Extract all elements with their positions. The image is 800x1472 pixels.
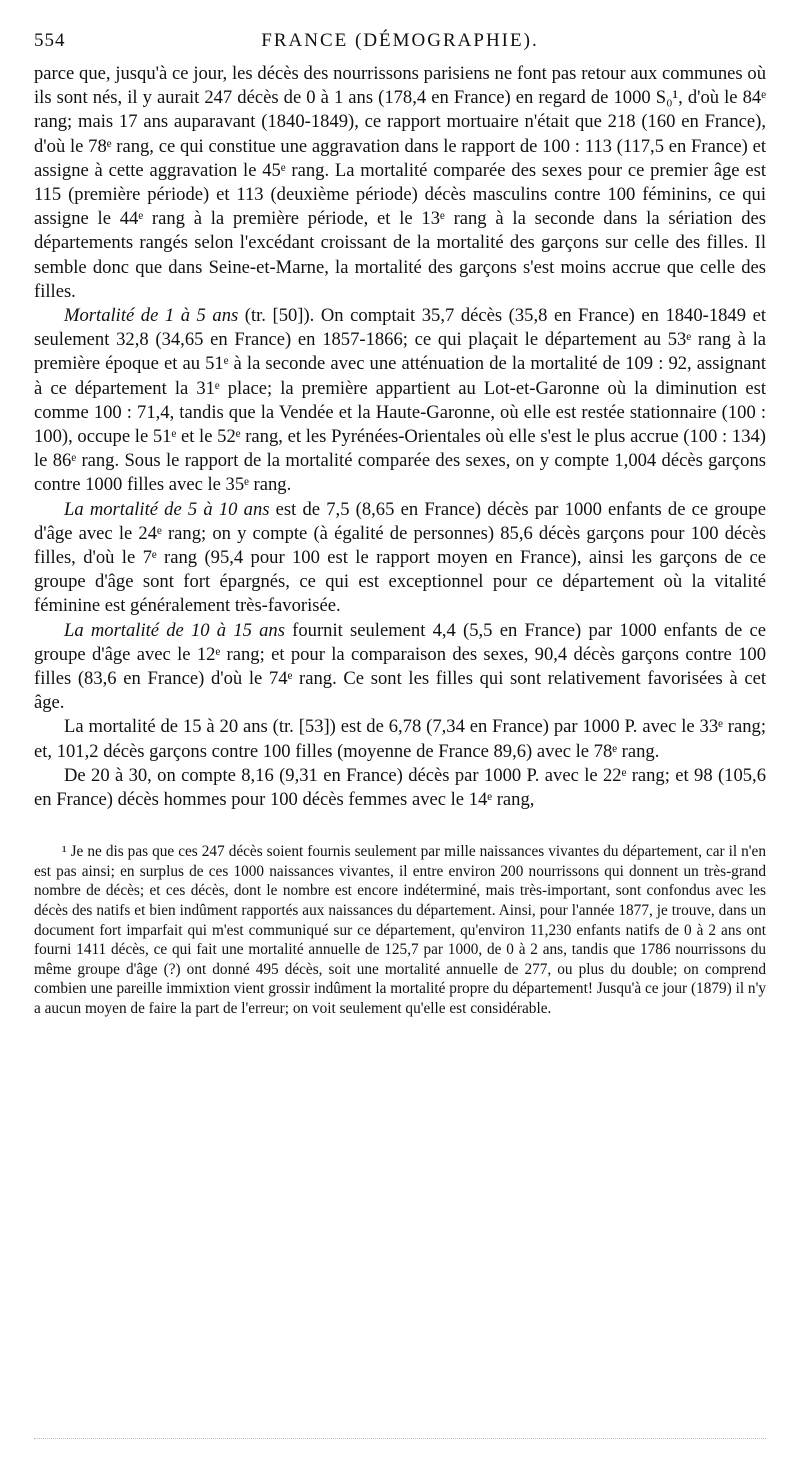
footer-divider [34,1438,766,1439]
section-ref-1-5: (tr. [50]). [244,305,315,327]
section-head-1-5: Mortalité de 1 à 5 ans [64,305,239,327]
footnote-1: ¹ Je ne dis pas que ces 247 décès soient fournis seulement par mille naissances vivantes du département, car il n'en est pas ainsi; en surplus de ces 1000 naissances vivantes, il entre environ 200 nourrissons qui donnent un très-grand nombre de décès; et ces décès, dont le nombre est encore indéterminé, mais très-important, sont confondus avec les décès des natifs et bien indûment rapportés aux naissances du département. Ainsi, pour l'année 1877, je trouve, dans un document fort imparfait qui m'est communiqué sur ce département, qu'environ 11,230 enfants natifs de 0 à 2 ans ont fourni 1411 décès, ce qui fait une mortalité annuelle de 125,7 par 1000, de 0 à 2 ans, tandis que 1786 nourrissons du même groupe d'âge (?) ont donné 495 décès, soit une mortalité annuelle de 277, ou plus du double; on comprend combien une pareille immixtion vient grossir indûment la mortalité propre du département! Jusqu'à ce jour (1879) il n'y a aucun moyen de faire la part de l'erreur; on voit seulement qu'elle est considérable. [34,843,766,1018]
running-header [34,22,766,62]
paragraph-mortality-10-15 [34,619,766,716]
document-page [34,22,766,1462]
paragraph-mortality-1-5 [34,304,766,498]
paragraph-text-5-10: est de 7,5 (8,65 en France) décès par 1000 enfants de ce groupe d'âge avec le 24ᵉ rang; on y compte (à égalité de personnes) 85,6 décès garçons pour 100 décès filles, d'où le 7ᵉ rang (95,4 pour 100 est le rapport moyen en France), ainsi les garçons de ce groupe d'âge sont fort épargnés, ce qui est exceptionnel pour ce département où la vitalité féminine est généralement très-favorisée. [34,498,766,617]
main-text [34,62,766,812]
paragraph-text-10-15: fournit seulement 4,4 (5,5 en France) par 1000 enfants de ce groupe d'âge avec le 12ᵉ rang; et pour la comparaison des sexes, 90,4 décès garçons contre 100 filles (83,6 en France) d'où le 74ᵉ rang. Ce sont les filles qui sont relativement favorisées à cet âge. [34,619,766,714]
section-head-5-10: La mortalité de 5 à 10 ans [64,498,270,520]
paragraph-mortality-20-30: De 20 à 30, on compte 8,16 (9,31 en France) décès par 1000 P. avec le 22ᵉ rang; et 98 (105,6 en France) décès hommes pour 100 décès femmes avec le 14ᵉ rang, [34,764,766,811]
running-title: FRANCE (DÉMOGRAPHIE). [261,30,539,51]
paragraph-text-1-5: On comptait 35,7 décès (35,8 en France) en 1840-1849 et seulement 32,8 (34,65 en France) en 1857-1866; ce qui plaçait le département au 53ᵉ rang à la première époque et au 51ᵉ à la seconde avec une atténuation de la mortalité de 109 : 92, assignant à ce département la 31ᵉ place; la première appartient au Lot-et-Garonne où la diminution est comme 100 : 71,4, tandis que la Vendée et la Haute-Garonne, où elle est restée stationnaire (100 : 100), occupe le 51ᵉ et le 52ᵉ rang, et les Pyrénées-Orientales où elle s'est le plus accrue (100 : 134) le 86ᵉ rang. Sous le rapport de la mortalité comparée des sexes, on y compte 1,004 décès garçons contre 1000 filles avec le 35ᵉ rang. [34,305,766,496]
page-number: 554 [34,30,66,51]
footnotes [34,842,766,1018]
paragraph-mortality-15-20: La mortalité de 15 à 20 ans (tr. [53]) est de 6,78 (7,34 en France) par 1000 P. avec le 33ᵉ rang; et, 101,2 décès garçons contre 100 filles (moyenne de France 89,6) avec le 78ᵉ rang. [34,716,766,762]
paragraph-mortality-5-10 [34,498,766,619]
section-head-10-15: La mortalité de 10 à 15 ans [64,619,285,641]
paragraph-infant-mortality: parce que, jusqu'à ce jour, les décès des nourrissons parisiens ne font pas retour aux communes où ils sont nés, il y aurait 247 décès de 0 à 1 ans (178,4 en France) en regard de 1000 S₀¹, d'où le 84ᵉ rang; mais 17 ans auparavant (1840-1849), ce rapport mortuaire n'était que 218 (160 en France), d'où le 78ᵉ rang, ce qui constitue une aggravation dans le rapport de 100 : 113 (117,5 en France) et assigne à cette aggravation le 45ᵉ rang. La mortalité comparée des sexes pour ce premier âge est 115 (première période) et 113 (deuxième période) décès masculins contre 100 féminins, ce qui assigne le 44ᵉ rang à la première période, et le 13ᵉ rang à la seconde dans la sériation des départements rangés selon l'excédant croissant de la mortalité des garçons sur celle des filles. Il semble donc que dans Seine-et-Marne, la mortalité des garçons s'est moins accrue que celle des filles. [34,63,766,302]
